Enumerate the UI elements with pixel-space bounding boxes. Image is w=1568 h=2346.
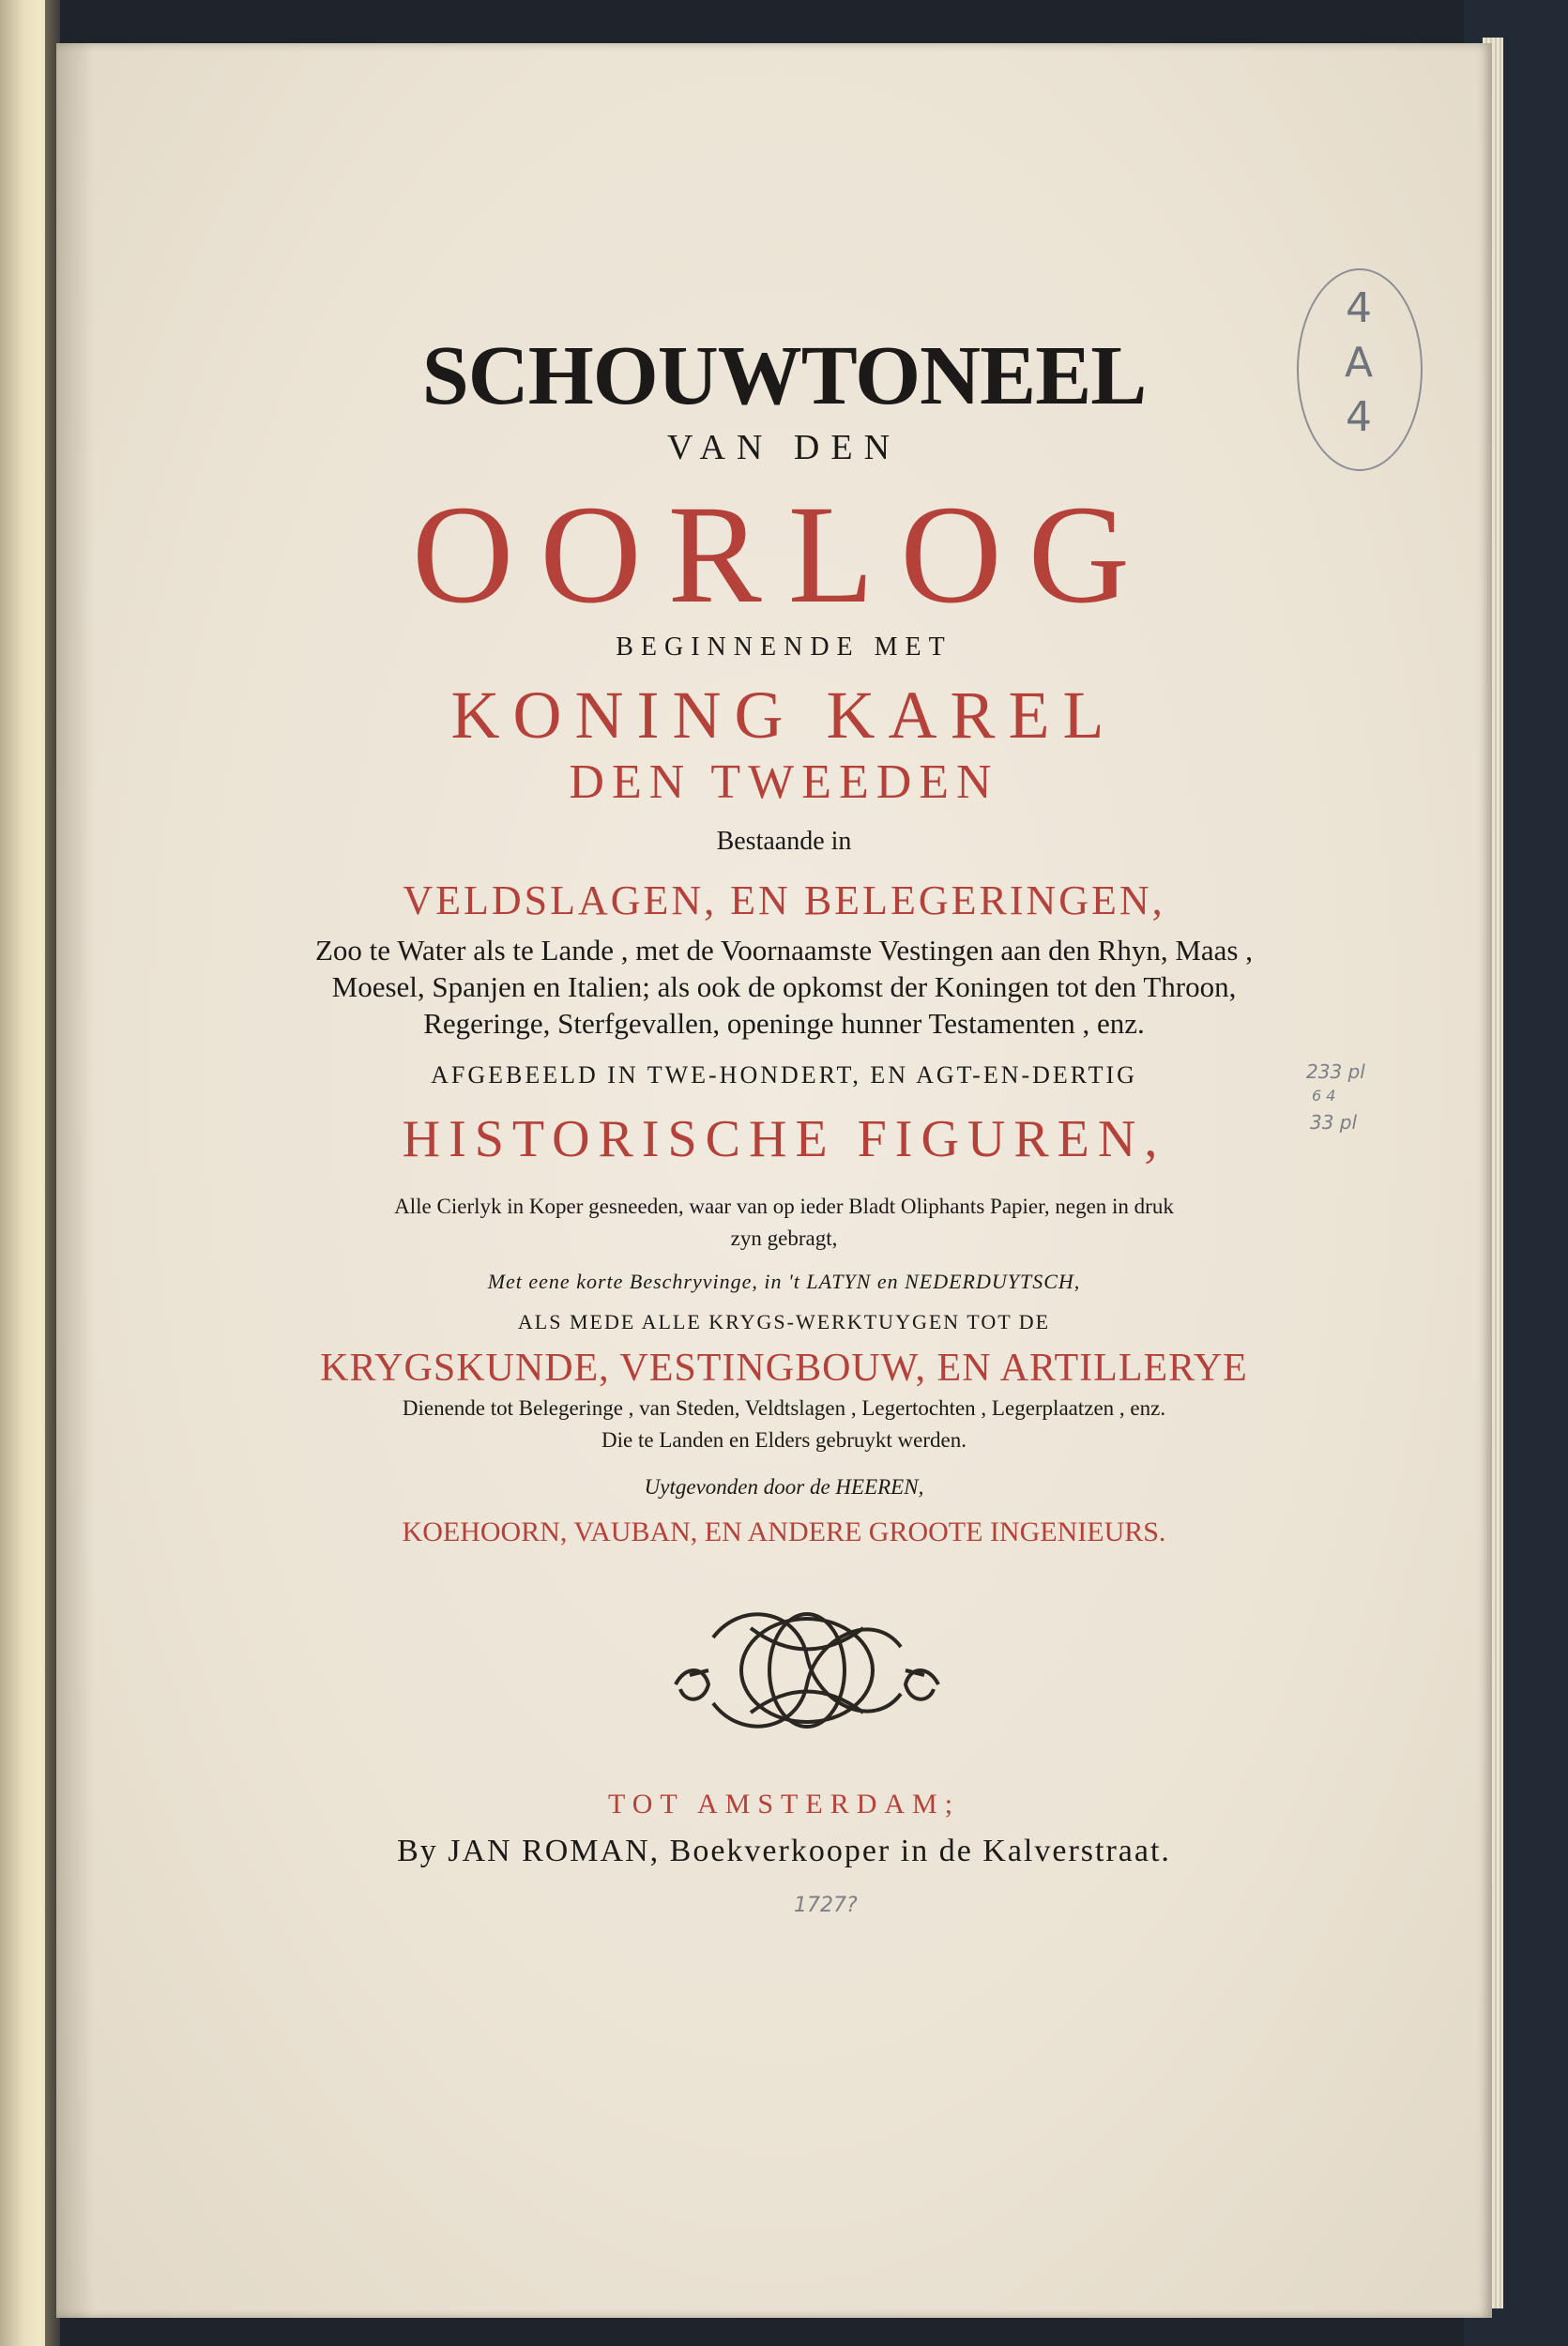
plate-count-note-3: 33 pl (1310, 1111, 1358, 1134)
imprint-city: TOT AMSTERDAM; (607, 1789, 961, 1820)
title-van-den: VAN DEN (666, 428, 902, 467)
text-alle-line-1: Alle Cierlyk in Koper gesneeden, waar van op ieder Bladt Oliphants Papier, negen in druk (394, 1195, 1174, 1218)
plate-count-note-2: 6 4 (1312, 1087, 1336, 1104)
plate-count-note-1: 233 pl (1306, 1060, 1365, 1083)
title-beginnende-met: BEGINNENDE MET (616, 632, 952, 662)
text-als-mede: ALS MEDE ALLE KRYGS-WERKTUYGEN TOT DE (517, 1310, 1051, 1333)
text-uytgevonden: Uytgevonden door de HEEREN, (644, 1475, 924, 1499)
shelfmark-annotation: 4 A 4 (1344, 284, 1374, 441)
monogram-ornament-icon (657, 1600, 957, 1741)
text-zoo-line-2: Moesel, Spanjen en Italien; als ook de opkomst der Koningen tot den Throon, (331, 970, 1237, 1003)
text-dienende: Dienende tot Belegeringe , van Steden, Veldtslagen , Legertochten , Legerplaatzen , enz. (402, 1396, 1166, 1420)
text-afgebeeld: AFGEBEELD IN TWE-HONDERT, EN AGT-EN-DERTIG (431, 1061, 1137, 1089)
text-historische-figuren: HISTORISCHE FIGUREN, (402, 1110, 1166, 1168)
imprint-publisher: By JAN ROMAN, Boekverkooper in de Kalverstraat. (397, 1834, 1171, 1868)
text-veldslagen: VELDSLAGEN, EN BELEGERINGEN, (403, 877, 1165, 923)
text-krygskunde: KRYGSKUNDE, VESTINGBOUW, EN ARTILLERYE (320, 1347, 1248, 1390)
text-koehoorn: KOEHOORN, VAUBAN, EN ANDERE GROOTE INGENIEURS. (402, 1516, 1166, 1547)
text-die-te-landen: Die te Landen en Elders gebruykt werden. (601, 1428, 967, 1452)
text-bestaande: Bestaande in (716, 827, 852, 856)
text-zoo-line-3: Regeringe, Sterfgevallen, openinge hunner Testamenten , enz. (423, 1007, 1145, 1040)
year-note: 1727? (794, 1894, 858, 1917)
text-alle-line-2: zyn gebragt, (730, 1226, 838, 1250)
title-oorlog: OORLOG (412, 477, 1156, 632)
text-zoo-line-1: Zoo te Water als te Lande , met de Voornaamste Vestingen aan den Rhyn, Maas , (314, 934, 1253, 967)
text-met-eene-korte: Met eene korte Beschryvinge, in 't LATYN en NEDERDUYTSCH, (487, 1270, 1081, 1293)
title-den-tweeden: DEN TWEEDEN (569, 755, 999, 809)
title-koning-karel: KONING KAREL (450, 678, 1118, 753)
title-schouwtoneel: SCHOUWTONEEL (421, 329, 1147, 422)
